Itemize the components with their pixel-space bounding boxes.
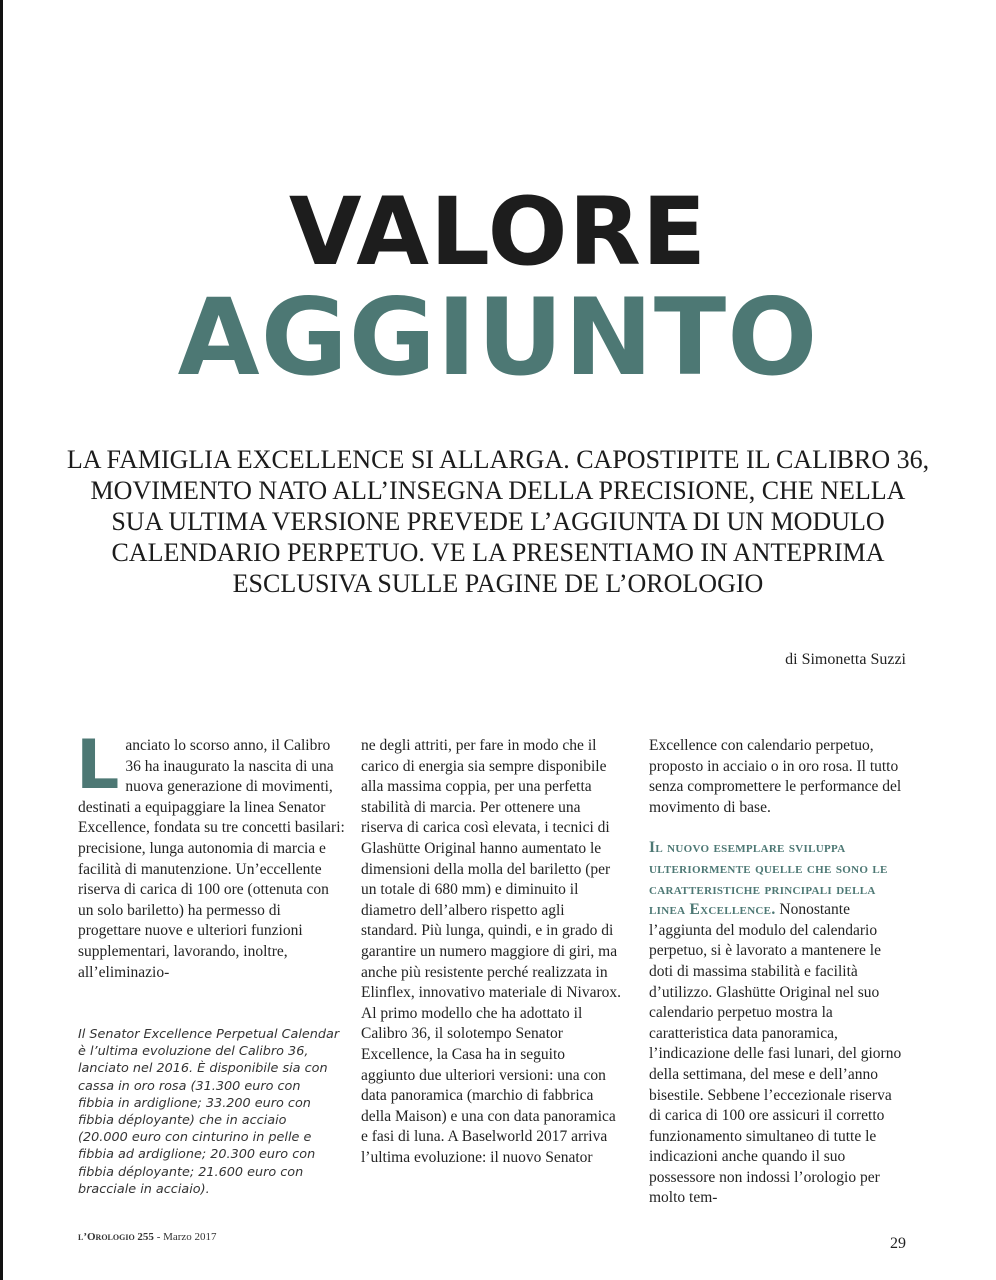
body-paragraph: ne degli attriti, per fare in modo che il carico di energia sia sempre disponibile alla massima coppia, per una perfetta stabilità di marcia. Per ottenere una riserva di carica così elevata, i tecnici di Glashütte Original hanno aumentato le dimensioni della molla del bariletto (per un totale di 680 mm) e diminuito il diametro dell’albero rispetto agli standard. Più lunga, quindi, e in grado di garantire un numero maggiore di giri, ma anche più resistente perché realizzata in Elinflex, innovativo materiale di Nivarox. Al primo modello che ha adottato il Calibro 36, il solotempo Senator Excellence, la Casa ha in seguito aggiunto due ulteriori versioni: una con data panoramica (marchio di fabbrica della Maison) e una con data panoramica e fasi di luna. A Baselworld 2017 arriva l’ultima evoluzione: il nuovo Senator — [361, 737, 621, 1166]
photo-caption: Il Senator Excellence Perpetual Calendar è l’ultima evoluzione del Calibro 36, lanciato nel 2016. È disponibile sia con cassa in oro rosa (31.300 euro con fibbia in ardiglione; 33.200 euro con fibbia déployante) che in acciaio (20.000 euro con cinturino in pelle e fibbia ad ardiglione; 20.300 euro con fibbia déployante; 21.600 euro con bracciale in acciaio). — [78, 1027, 340, 1197]
standfirst-line: ESCLUSIVA SULLE PAGINE DE L’OROLOGIO — [232, 569, 764, 598]
standfirst-line: MOVIMENTO NATO ALL’INSEGNA DELLA PRECISIONE, CHE NELLA — [90, 476, 906, 505]
section-lead: Il nuovo esemplare sviluppa ulteriormente quelle che sono le caratteristiche principali della linea Excellence. — [649, 839, 888, 919]
standfirst — [60, 444, 936, 599]
byline: di Simonetta Suzzi — [785, 651, 906, 668]
body-paragraph: Excellence con calendario perpetuo, proposto in acciaio o in oro rosa. Il tutto senza compromettere le performance del movimento di base. — [649, 737, 902, 816]
headline-line-2: AGGIUNTO — [177, 276, 819, 399]
body-column-1 — [76, 726, 346, 983]
body-text: anciato lo scorso anno, il Calibro 36 ha inaugurato la nascita di una nuova generazione di movimenti, destinati a equipaggiare la linea Senator Excellence, fondata su tre concetti basilari: precisione, lunga autonomia di marcia e facilità di manutenzione. Un’eccellente riserva di carica di 100 ore (ottenuta con un solo bariletto) ha permesso di progettare nuove e ulteriori funzioni supplementari, lavorando, inoltre, all’eliminazio- — [78, 737, 345, 981]
headline-line-1: VALORE — [288, 178, 708, 287]
body-text: Nonostante l’aggiunta del modulo del calendario perpetuo, si è lavorato a mantenere le doti di massima stabilità e facilità d’utilizzo. Glashütte Original nel suo calendario perpetuo mostra la caratteristica data panoramica, l’indicazione delle fasi lunari, del giorno della settimana, del mese e dell’anno bisestile. Sebbene l’eccezionale riserva di carica di 100 ore assicuri il corretto funzionamento simultaneo di tutte le indicazioni anche quando il suo possessore non indossi l’orologio per molto tem- — [649, 901, 902, 1207]
body-column-2 — [361, 736, 623, 1168]
drop-cap: L — [76, 726, 120, 805]
body-column-3 — [649, 736, 907, 1209]
standfirst-line: LA FAMIGLIA EXCELLENCE SI ALLARGA. CAPOSTIPITE IL CALIBRO 36, — [66, 445, 930, 474]
page-number: 29 — [890, 1235, 906, 1252]
magazine-name: l’Orologio 255 — [78, 1231, 154, 1243]
issue-date: - Marzo 2017 — [153, 1231, 217, 1243]
standfirst-line: CALENDARIO PERPETUO. VE LA PRESENTIAMO IN ANTEPRIMA — [111, 538, 885, 567]
body-paragraph — [76, 726, 346, 983]
page-footer — [78, 1231, 217, 1243]
body-paragraph — [649, 838, 907, 1209]
standfirst-line: SUA ULTIMA VERSIONE PREVEDE L’AGGIUNTA DI UN MODULO — [111, 507, 885, 536]
